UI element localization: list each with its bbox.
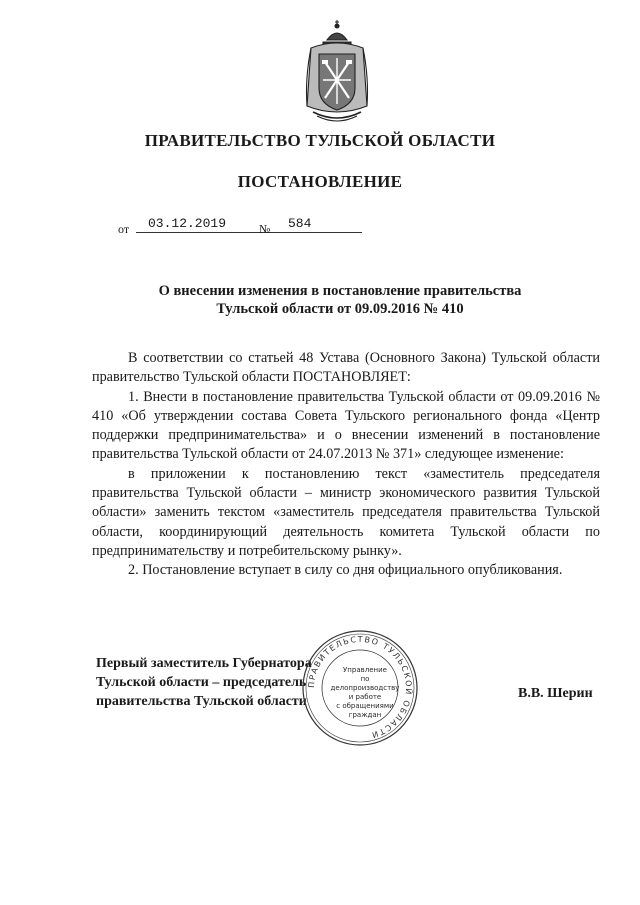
tula-coat-of-arms-icon	[297, 18, 377, 126]
heading-line-1: О внесении изменения в постановление правительства	[158, 283, 522, 299]
document-body	[92, 349, 600, 581]
heading-line-2: Тульской области от 09.09.2016 № 410	[216, 301, 464, 317]
body-paragraph: В соответствии со статьей 48 Устава (Основного Закона) Тульской области правительство Тульской области ПОСТАНОВЛЯЕТ:	[92, 350, 600, 386]
signer-position-line-2: Тульской области – председатель	[96, 675, 307, 690]
stamp-line: Управление	[343, 666, 387, 674]
body-paragraph: в приложении к постановлению текст «заместитель председателя правительства Тульской области – министр экономического развития Тульской области» заменить текстом «заместитель председателя правительства Тульской области, координирующий деятельность комитета Тульской области по предпринимательству и потребительскому рынку».	[92, 465, 600, 559]
number-label: №	[259, 222, 271, 236]
signer-name: В.В. Шерин	[518, 686, 593, 701]
stamp-line: граждан	[348, 711, 382, 719]
government-title: ПРАВИТЕЛЬСТВО ТУЛЬСКОЙ ОБЛАСТИ	[144, 131, 496, 150]
stamp-line: по делопроизводству	[330, 675, 400, 692]
date-label: от	[118, 222, 130, 236]
body-paragraph: 2. Постановление вступает в силу со дня официального опубликования.	[128, 562, 563, 579]
body-paragraph: 1. Внести в постановление правительства Тульской области от 09.09.2016 № 410 «Об утверждении состава Совета Тульского регионального фонда «Центр поддержки предпринимательства» и о внесении изменений в постановление правительства Тульской области от 24.07.2013 № 371» следующее изменение:	[92, 388, 600, 463]
stamp-line: и работе	[348, 693, 382, 701]
signer-position-line-1: Первый заместитель Губернатора	[96, 656, 312, 671]
document-heading	[60, 282, 620, 318]
signer-position-line-3: правительства Тульской области	[96, 694, 307, 709]
document-date: 03.12.2019	[136, 216, 276, 233]
document-number: 584	[276, 216, 362, 233]
stamp-ring-text: ПРАВИТЕЛЬСТВО ТУЛЬСКОЙ ОБЛАСТИ	[306, 634, 414, 740]
document-type-title: ПОСТАНОВЛЕНИЕ	[237, 172, 403, 191]
stamp-inner-text	[330, 666, 400, 720]
stamp-line: с обращениями	[336, 702, 394, 710]
